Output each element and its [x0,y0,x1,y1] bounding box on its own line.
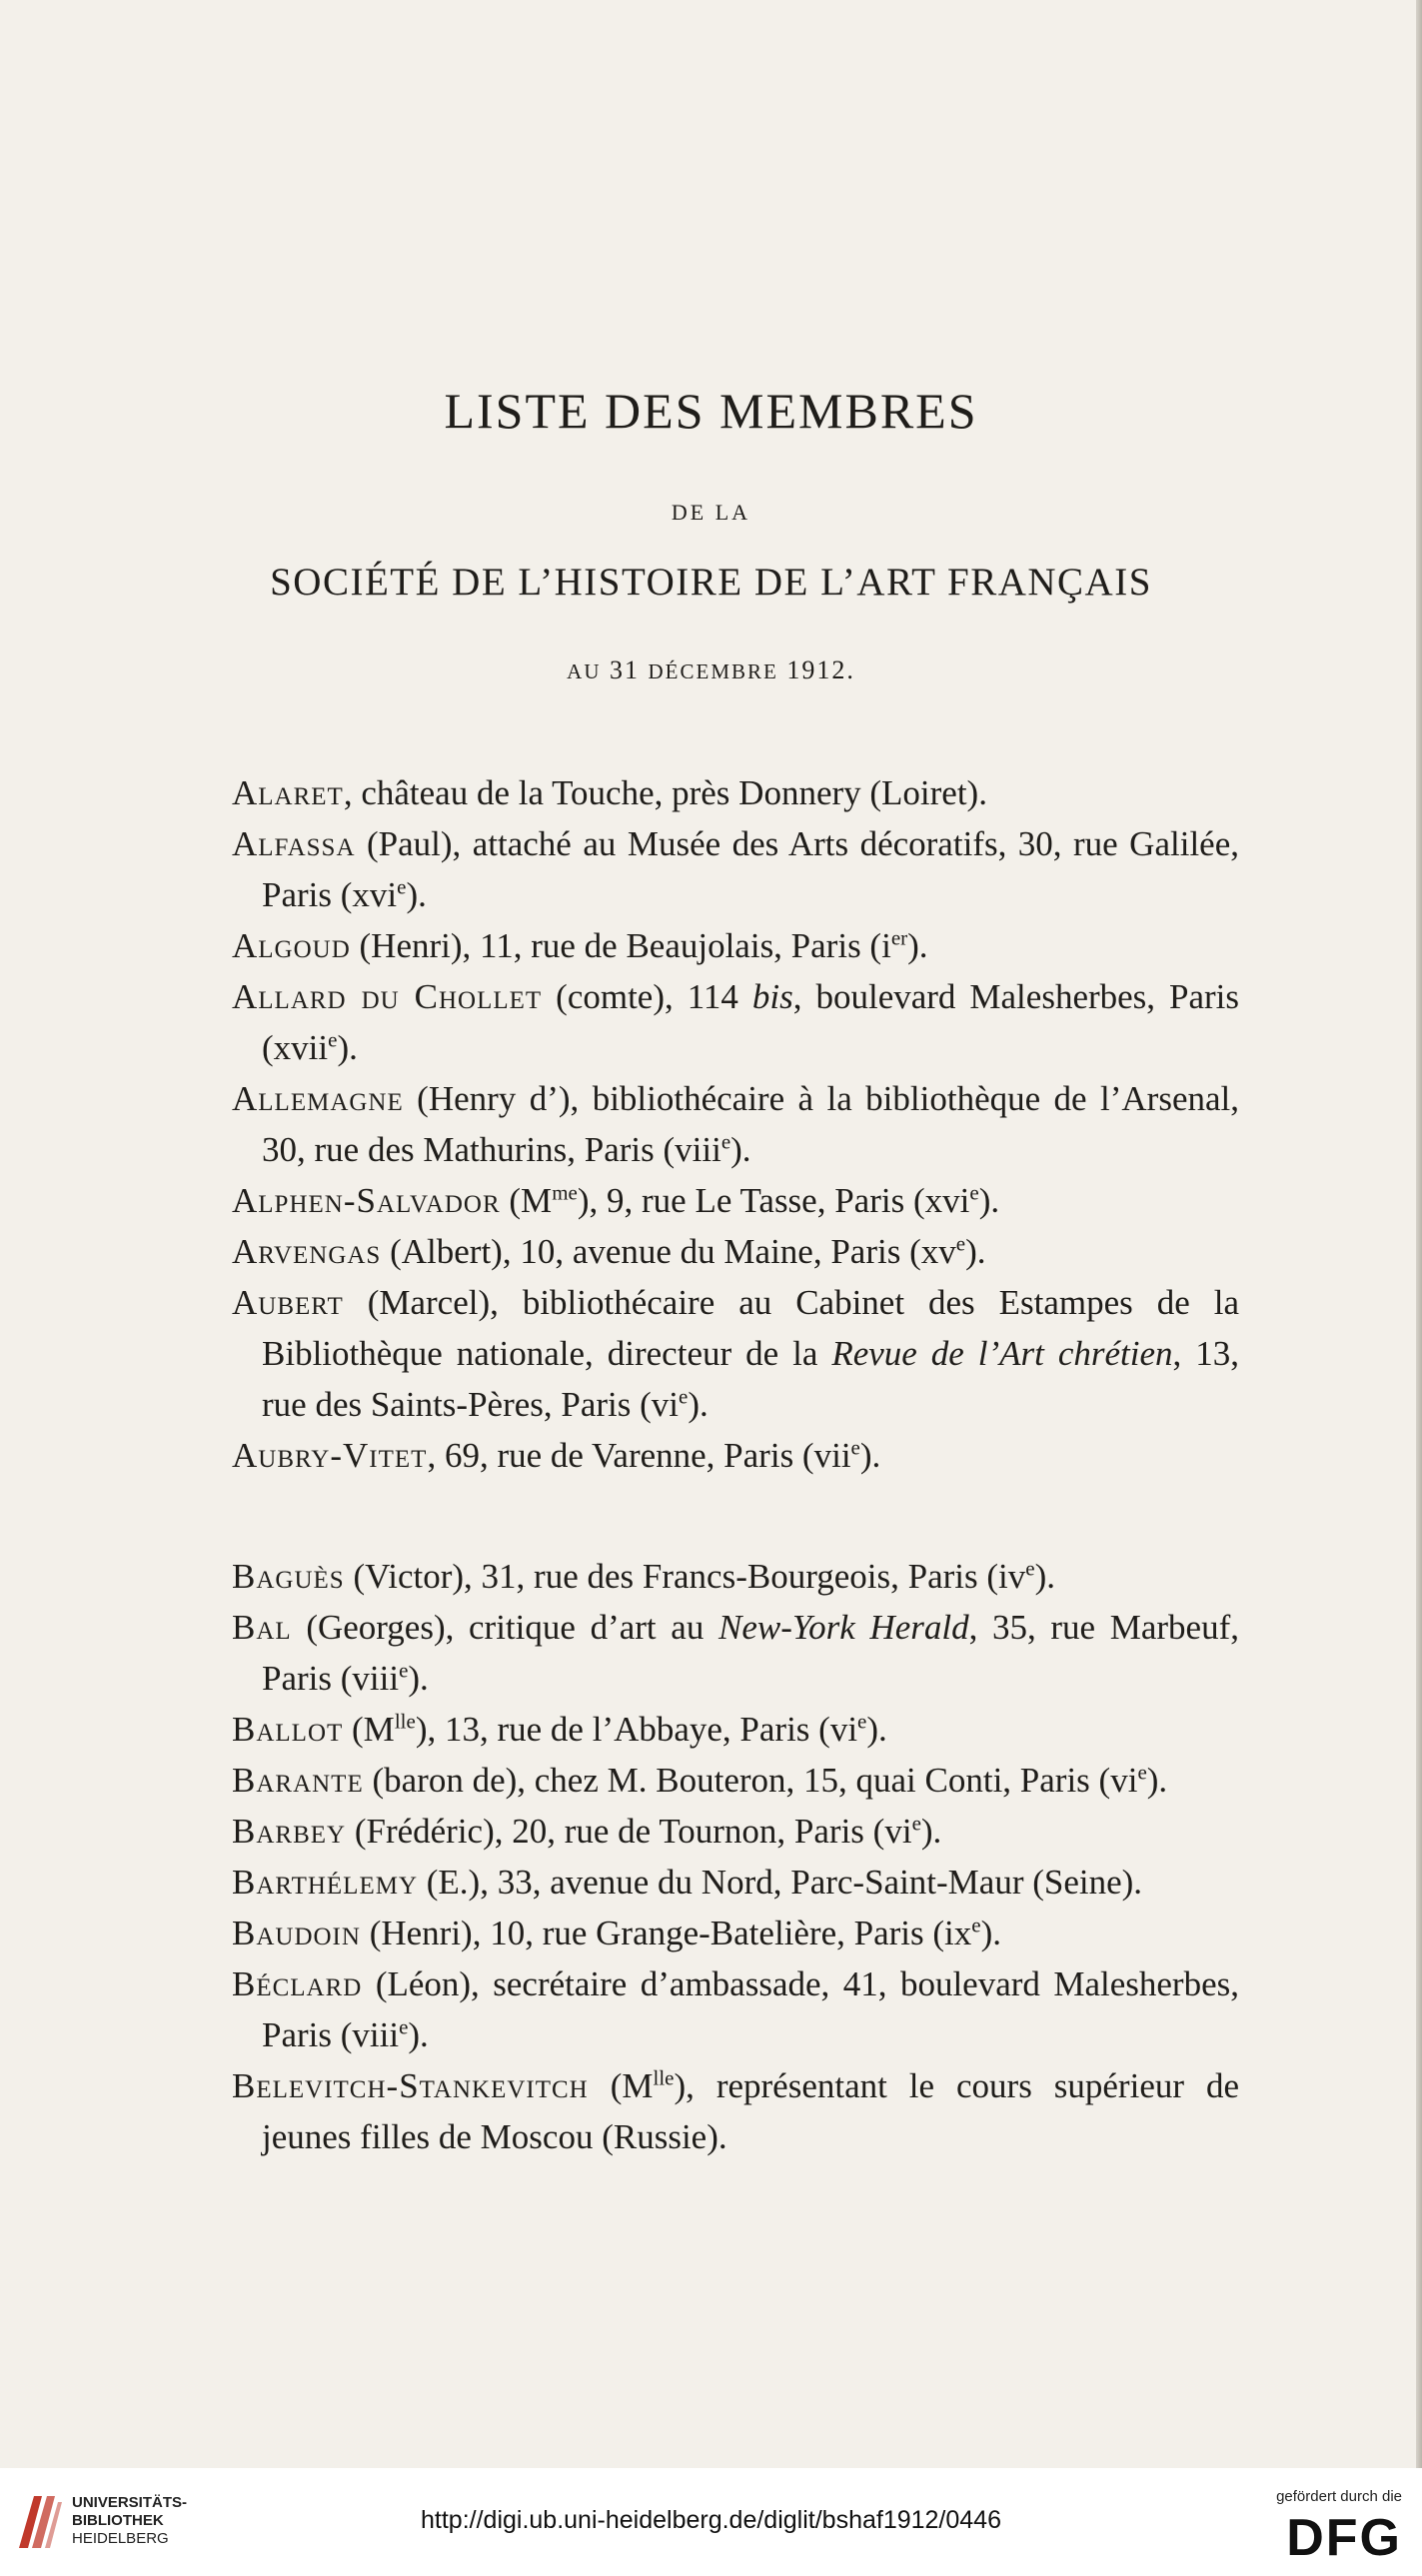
member-details: (Henri), 10, rue Grange-Batelière, Paris (ix [360,1914,972,1952]
superscript: e [857,1709,867,1734]
member-name: Bal [232,1608,292,1647]
member-entry [232,767,1239,818]
page-title: LISTE DES MEMBRES [444,383,978,439]
member-name: Aubert [232,1283,344,1322]
member-entry [232,920,1239,971]
italic-text: New-York Herald [717,1608,969,1647]
superscript: e [399,2014,409,2039]
member-name: Barthélemy [232,1863,418,1902]
member-entry [232,1430,1239,1481]
member-details-cont: , boulevard Malesherbes, Paris (xvii [262,977,1240,1067]
superscript: er [890,925,908,950]
member-details: , 69, rue de Varenne, Paris (vii [427,1436,851,1475]
date-year: 1912. [786,655,855,684]
member-name: Aubry-Vitet [232,1436,428,1475]
member-group-b [232,1551,1239,2162]
italic-text: Revue de l’Art chrétien [831,1334,1173,1373]
member-details-tail: ). [406,875,427,914]
member-details-tail: ). [965,1232,986,1271]
member-name: Barante [232,1761,364,1800]
member-details: (Henry d’), bibliothécaire à la bibliothèque de l’Arsenal, 30, rue des Mathurins, Paris (viii [262,1079,1239,1169]
date-month: DÉCEMBRE [648,659,778,683]
member-name: Ballot [232,1710,344,1749]
member-details-tail: ). [408,1659,429,1698]
superscript: e [399,1658,409,1683]
member-details-tail: ). [337,1028,358,1067]
member-name: Belevitch-Stankevitch [232,2066,589,2105]
superscript: e [1025,1556,1035,1581]
member-details: (Léon), secrétaire d’ambassade, 41, boulevard Malesherbes, Paris (viii [262,1964,1239,2054]
member-details-tail: ). [866,1710,887,1749]
member-details-tail: ). [1034,1557,1055,1596]
member-entry [232,1551,1239,1602]
superscript: e [955,1231,966,1256]
superscript: e [679,1384,689,1409]
member-details: (Albert), 10, avenue du Maine, Paris (xv [381,1232,956,1271]
date-day: 31 [610,655,640,684]
member-details-cont: , 13, rue des Saints-Pères, Paris (vi [262,1334,1240,1424]
superscript: lle [653,2065,675,2090]
dfg-logo: DFG [1286,2509,1402,2567]
member-details-tail: ). [1146,1761,1168,1800]
member-entry [232,1277,1239,1430]
member-entry [232,2060,1239,2162]
member-details: (Marcel), bibliothécaire au Cabinet des Estampes de la Bibliothèque nationale, directeur de la [262,1283,1239,1373]
group-gap [232,1481,1239,1551]
member-details-tail: ). [920,1812,942,1851]
library-line-1: UNIVERSITÄTS- [72,2494,188,2511]
member-entry [232,1226,1239,1277]
library-line-2: BIBLIOTHEK [72,2512,164,2529]
member-name: Alaret [232,773,344,812]
member-details: (Frédéric), 20, rue de Tournon, Paris (vi [346,1812,912,1851]
member-details-tail: ). [408,2015,429,2054]
member-details-tail: ). [907,926,928,965]
member-name: Alphen-Salvador [232,1181,501,1220]
superscript: e [397,874,407,899]
member-entry [232,1073,1239,1175]
member-details-tail: ), représentant le cours supérieur de jeunes filles de Moscou (Russie). [262,2066,1239,2156]
member-group-a [232,767,1239,1481]
member-details: (E.), 33, avenue du Nord, Parc-Saint-Maur (Seine). [418,1863,1143,1902]
society-name: SOCIÉTÉ DE L’HISTOIRE DE L’ART FRANÇAIS [270,561,1152,604]
member-entry [232,1704,1239,1755]
member-details-cont: , 35, rue Marbeuf, Paris (viii [262,1608,1239,1698]
date-prefix: AU [567,659,602,683]
funding-note: gefördert durch die [1276,2488,1402,2505]
superscript: e [328,1027,338,1052]
member-entry [232,1958,1239,2060]
member-details: , château de la Touche, près Donnery (Loiret). [343,773,987,812]
member-details-tail: ). [688,1385,709,1424]
member-name: Béclard [232,1964,363,2003]
member-details-tail: ). [980,1914,1001,1952]
superscript: lle [394,1709,416,1734]
member-details-tail: ), 13, rue de l’Abbaye, Paris (vi [415,1710,858,1749]
member-entry [232,1175,1239,1226]
subtitle-de-la: DE LA [671,500,751,525]
member-entry [232,1755,1239,1806]
member-entry [232,1806,1239,1857]
permalink-url[interactable]: http://digi.ub.uni-heidelberg.de/diglit/bshaf1912/0446 [421,2506,1001,2534]
member-details: (M [500,1181,553,1220]
member-name: Allemagne [232,1079,404,1118]
member-name: Allard du Chollet [232,977,543,1016]
member-details-tail: ), 9, rue Le Tasse, Paris (xvi [577,1181,970,1220]
member-details-tail: ). [859,1436,881,1475]
member-details: (Georges), critique d’art au [291,1608,718,1647]
member-details: (Victor), 31, rue des Francs-Bourgeois, Paris (iv [344,1557,1026,1596]
superscript: e [969,1180,979,1205]
member-name: Baguès [232,1557,345,1596]
member-details-tail: ). [730,1130,751,1169]
member-list [232,767,1239,2162]
italic-text: bis [751,977,793,1016]
member-details: (Paul), attaché au Musée des Arts décoratifs, 30, rue Galilée, Paris (xvi [262,824,1239,914]
member-details: (M [588,2066,654,2105]
member-details: (baron de), chez M. Bouteron, 15, quai Conti, Paris (vi [363,1761,1138,1800]
superscript: e [1137,1760,1147,1785]
member-name: Arvengas [232,1232,382,1271]
member-entry [232,1602,1239,1704]
member-details: (Henri), 11, rue de Beaujolais, Paris (i [350,926,891,965]
member-details: (M [343,1710,395,1749]
member-name: Algoud [232,926,351,965]
member-entry [232,971,1239,1073]
superscript: e [911,1811,921,1836]
superscript: e [720,1129,731,1154]
member-entry [232,1857,1239,1908]
member-entry [232,818,1239,920]
superscript: e [971,1913,981,1937]
library-line-3: HEIDELBERG [72,2530,169,2547]
viewer-footer [0,2468,1422,2576]
member-name: Baudoin [232,1914,361,1952]
member-name: Barbey [232,1812,347,1851]
list-date [0,655,1422,685]
superscript: e [850,1435,860,1460]
member-name: Alfassa [232,824,356,863]
member-details-tail: ). [978,1181,1000,1220]
member-entry [232,1908,1239,1958]
member-details: (comte), 114 [542,977,752,1016]
superscript: me [552,1180,578,1205]
